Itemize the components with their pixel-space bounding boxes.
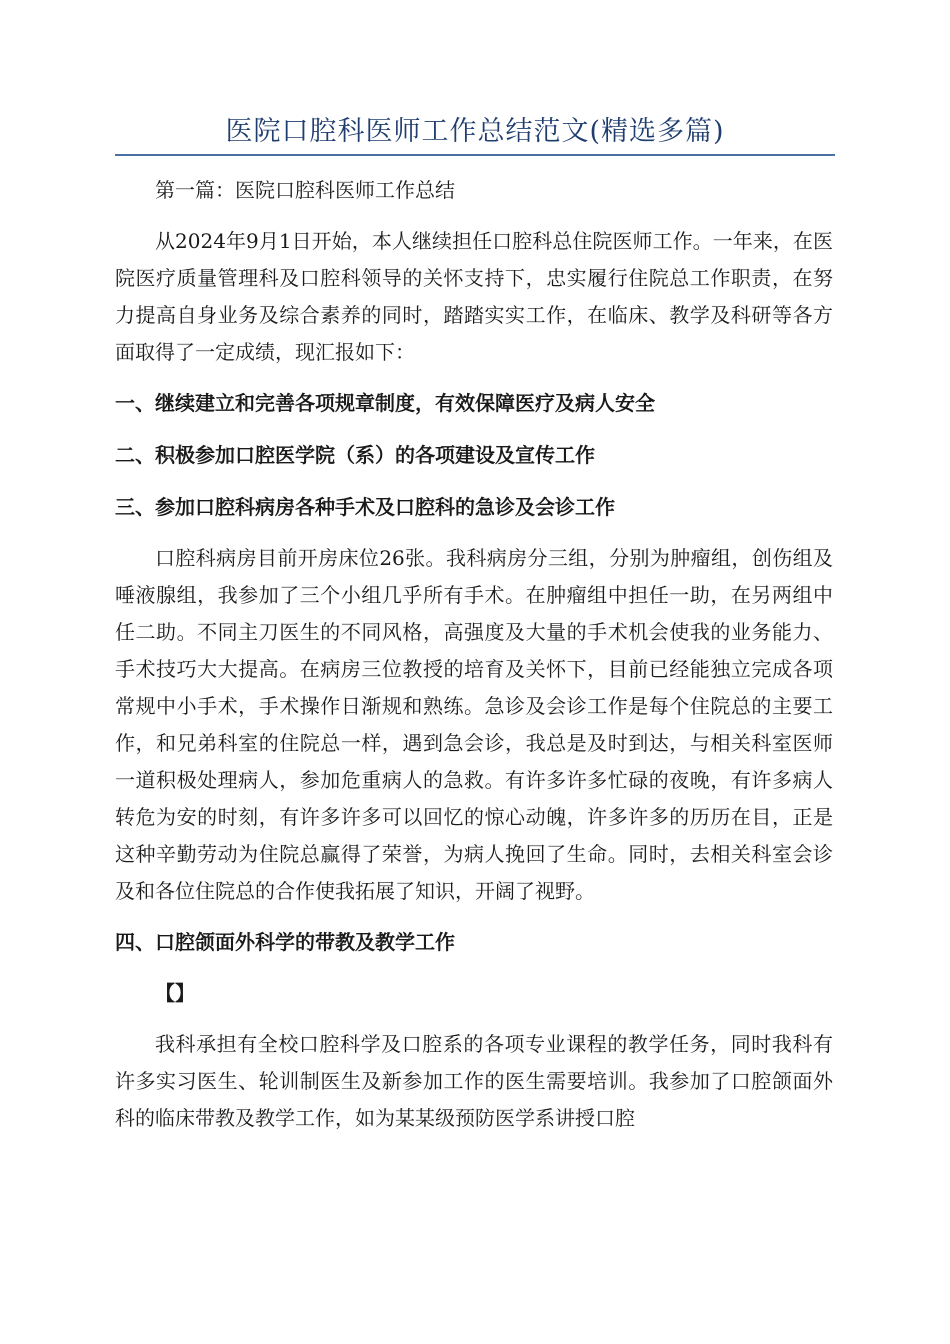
document-body [115, 172, 833, 1137]
intro-paragraph: 从2024年9月1日开始，本人继续担任口腔科总住院医师工作。一年来，在医院医疗质量管理科及口腔科领导的关怀支持下，忠实履行住院总工作职责，在努力提高自身业务及综合素养的同时，踏踏实实工作，在临床、教学及科研等各方面取得了一定成绩，现汇报如下： [115, 229, 833, 364]
heading-2: 二、积极参加口腔医学院（系）的各项建设及宣传工作 [115, 443, 595, 467]
heading-4: 四、口腔颌面外科学的带教及教学工作 [115, 930, 455, 954]
heading-1: 一、继续建立和完善各项规章制度，有效保障医疗及病人安全 [115, 391, 655, 415]
document-title: 医院口腔科医师工作总结范文(精选多篇) [225, 116, 725, 147]
section-4-paragraph: 我科承担有全校口腔科学及口腔系的各项专业课程的教学任务，同时我科有许多实习医生、轮训制医生及新参加工作的医生需要培训。我参加了口腔颌面外科的临床带教及教学工作，如为某某级预防医学系讲授口腔 [115, 1032, 833, 1130]
bracket-marker: 【】 [155, 981, 195, 1005]
section-3-paragraph: 口腔科病房目前开房床位26张。我科病房分三组，分别为肿瘤组，创伤组及唾液腺组，我参加了三个小组几乎所有手术。在肿瘤组中担任一助，在另两组中任二助。不同主刀医生的不同风格，高强度及大量的手术机会使我的业务能力、手术技巧大大提高。在病房三位教授的培育及关怀下，目前已经能独立完成各项常规中小手术，手术操作日渐规和熟练。急诊及会诊工作是每个住院总的主要工作，和兄弟科室的住院总一样，遇到急会诊，我总是及时到达，与相关科室医师一道积极处理病人，参加危重病人的急救。有许多许多忙碌的夜晚，有许多病人转危为安的时刻，有许多许多可以回忆的惊心动魄，许多许多的历历在目，正是这种辛勤劳动为住院总赢得了荣誉，为病人挽回了生命。同时，去相关科室会诊及和各位住院总的合作使我拓展了知识，开阔了视野。 [115, 546, 833, 903]
section-subtitle: 第一篇：医院口腔科医师工作总结 [155, 178, 455, 202]
heading-3: 三、参加口腔科病房各种手术及口腔科的急诊及会诊工作 [115, 495, 615, 519]
title-underline [115, 154, 835, 156]
